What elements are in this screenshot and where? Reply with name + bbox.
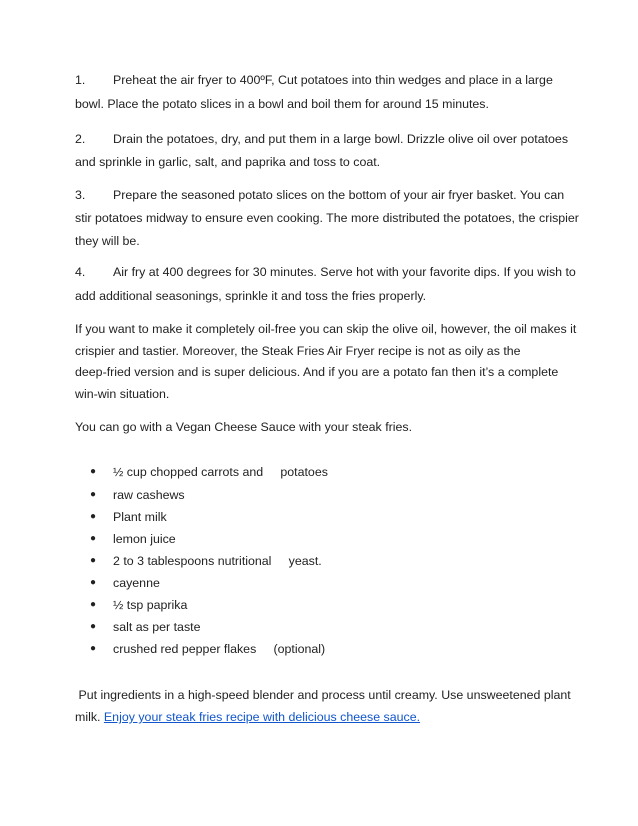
list-item: lemon juice <box>113 532 176 546</box>
list-item: Plant milk <box>113 510 167 524</box>
closing-line-2 <box>75 709 420 725</box>
paragraph-1-line-4: win-win situation. <box>75 387 170 401</box>
bullet-icon: ● <box>90 511 97 522</box>
step-3-line-1 <box>75 187 564 203</box>
bullet-icon: ● <box>90 466 97 477</box>
bullet-icon: ● <box>90 533 97 544</box>
bullet-icon: ● <box>90 599 97 610</box>
list-item: cayenne <box>113 576 160 590</box>
bullet-icon: ● <box>90 555 97 566</box>
paragraph-1-line-1: If you want to make it completely oil-free you can skip the olive oil, however, the oil makes it <box>75 322 577 336</box>
step-1-line-1 <box>75 72 553 88</box>
bullet-icon: ● <box>90 621 97 632</box>
list-item: 2 to 3 tablespoons nutritional yeast. <box>113 554 322 568</box>
bullet-icon: ● <box>90 643 97 654</box>
step-1-text-1: Preheat the air fryer to 400ºF, Cut potatoes into thin wedges and place in a large <box>113 73 553 87</box>
steak-fries-recipe-link[interactable]: Enjoy your steak fries recipe with delicious cheese sauce. <box>103 710 421 724</box>
step-3-number: 3. <box>75 188 86 202</box>
paragraph-1-line-3: deep-fried version and is super delicious. And if you are a potato fan then it’s a complete <box>75 365 559 379</box>
list-item: raw cashews <box>113 488 185 502</box>
step-4-text-1: Air fry at 400 degrees for 30 minutes. Serve hot with your favorite dips. If you wish to <box>113 265 576 279</box>
step-3-text-3: they will be. <box>75 234 140 248</box>
step-1-text-2: bowl. Place the potato slices in a bowl and boil them for around 15 minutes. <box>75 97 489 111</box>
step-2-text-2: and sprinkle in garlic, salt, and paprika and toss to coat. <box>75 155 381 169</box>
list-item: ½ cup chopped carrots and potatoes <box>113 465 328 479</box>
list-item: salt as per taste <box>113 620 201 634</box>
step-3-text-1: Prepare the seasoned potato slices on the bottom of your air fryer basket. You can <box>113 188 565 202</box>
step-3-text-2: stir potatoes midway to ensure even cooking. The more distributed the potatoes, the crispier <box>75 211 579 225</box>
closing-prefix: milk. <box>75 710 104 724</box>
step-2-line-1 <box>75 131 568 147</box>
step-4-number: 4. <box>75 265 86 279</box>
paragraph-2: You can go with a Vegan Cheese Sauce with your steak fries. <box>75 420 413 434</box>
step-4-text-2: add additional seasonings, sprinkle it and toss the fries properly. <box>75 289 427 303</box>
step-2-text-1: Drain the potatoes, dry, and put them in a large bowl. Drizzle olive oil over potatoes <box>113 132 569 146</box>
step-4-line-1 <box>75 264 576 280</box>
bullet-icon: ● <box>90 489 97 500</box>
paragraph-1-line-2: crispier and tastier. Moreover, the Steak Fries Air Fryer recipe is not as oily as the <box>75 344 521 358</box>
closing-line-1: Put ingredients in a high-speed blender and process until creamy. Use unsweetened plant <box>75 688 571 702</box>
list-item: ½ tsp paprika <box>113 598 188 612</box>
step-1-number: 1. <box>75 73 86 87</box>
list-item: crushed red pepper flakes (optional) <box>113 642 326 656</box>
bullet-icon: ● <box>90 577 97 588</box>
step-2-number: 2. <box>75 132 86 146</box>
